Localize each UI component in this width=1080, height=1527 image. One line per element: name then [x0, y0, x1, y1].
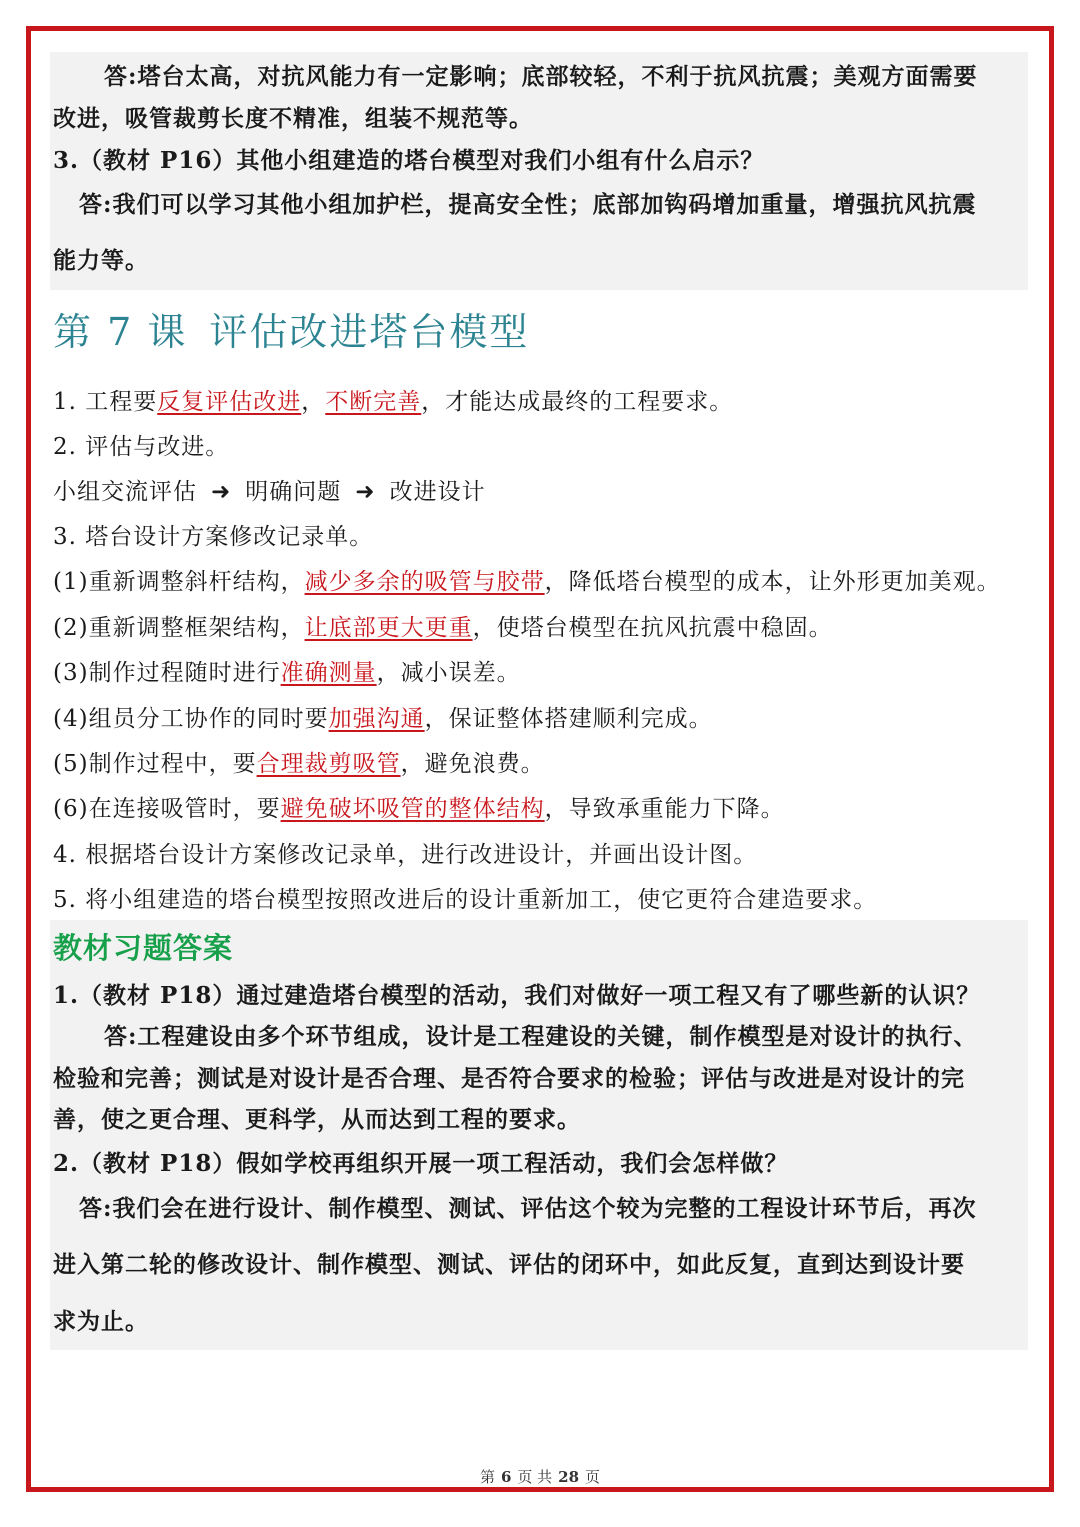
sub-item-4-text-end: ，保证整体搭建顺利完成。 [424, 706, 713, 732]
sub-item-1-text: (1)重新调整斜杆结构， [53, 569, 305, 595]
top-answer-3-line-2: 能力等。 [53, 247, 149, 274]
top-answer-3-line-1: 答:我们可以学习其他小组加护栏，提高安全性；底部加钩码增加重量，增强抗风抗震 [79, 191, 977, 218]
lesson-title [53, 309, 529, 355]
answer-2-line-2: 进入第二轮的修改设计、制作模型、测试、评估的闭环中，如此反复，直到达到设计要 [53, 1251, 965, 1278]
sub-item-5-keyword: 合理裁剪吸管 [256, 751, 401, 777]
answer-question-2: 2.（教材 P18）假如学校再组织开展一项工程活动，我们会怎样做？ [53, 1150, 789, 1177]
item-2: 2. 评估与改进。 [53, 434, 230, 460]
footer-prefix: 第 [479, 1468, 495, 1486]
sub-item-5 [53, 749, 545, 779]
flow-chart [53, 477, 486, 507]
top-answer-1-line-1: 答:塔台太高，对抗风能力有一定影响；底部较轻，不利于抗风抗震；美观方面需要 [104, 63, 978, 90]
item-1-keyword-1: 反复评估改进 [157, 389, 302, 415]
sub-item-5-text-end: ，避免浪费。 [400, 751, 545, 777]
sub-item-4-keyword: 加强沟通 [328, 706, 425, 732]
sub-item-2 [53, 613, 833, 643]
flow-step-2: 明确问题 [245, 479, 342, 505]
answer-1-line-3: 善，使之更合理、更科学，从而达到工程的要求。 [53, 1106, 581, 1133]
footer-middle: 页 共 [517, 1468, 553, 1486]
answer-question-1: 1.（教材 P18）通过建造塔台模型的活动，我们对做好一项工程又有了哪些新的认识？ [53, 982, 981, 1009]
answer-1-line-1: 答:工程建设由多个环节组成，设计是工程建设的关键，制作模型是对设计的执行、 [104, 1023, 978, 1050]
sub-item-4 [53, 704, 713, 734]
lesson-name: 评估改进塔台模型 [209, 310, 530, 354]
item-1-keyword-2: 不断完善 [325, 389, 422, 415]
top-question-3: 3.（教材 P16）其他小组建造的塔台模型对我们小组有什么启示？ [53, 147, 765, 174]
item-1-text-end: ，才能达成最终的工程要求。 [421, 389, 734, 415]
sub-item-2-text-end: ，使塔台模型在抗风抗震中稳固。 [472, 615, 833, 641]
flow-step-3: 改进设计 [389, 479, 486, 505]
answer-2-line-3: 求为止。 [53, 1308, 149, 1335]
arrow-right-icon: ➜ [211, 479, 232, 505]
sub-item-3-text-end: ，减小误差。 [376, 660, 521, 686]
footer-suffix: 页 [585, 1468, 601, 1486]
total-pages: 28 [558, 1468, 580, 1486]
item-4: 4. 根据塔台设计方案修改记录单，进行改进设计，并画出设计图。 [53, 842, 758, 868]
sub-item-3-text: (3)制作过程随时进行 [53, 660, 281, 686]
item-1 [53, 387, 733, 417]
answer-1-line-2: 检验和完善；测试是对设计是否合理、是否符合要求的检验；评估与改进是对设计的完 [53, 1065, 965, 1092]
sub-item-1-keyword: 减少多余的吸管与胶带 [304, 569, 545, 595]
sub-item-6-text: (6)在连接吸管时，要 [53, 796, 281, 822]
item-5: 5. 将小组建造的塔台模型按照改进后的设计重新加工，使它更符合建造要求。 [53, 887, 878, 913]
sub-item-2-keyword: 让底部更大更重 [304, 615, 473, 641]
sub-item-1-text-end: ，降低塔台模型的成本，让外形更加美观。 [544, 569, 1001, 595]
sub-item-1 [53, 567, 1001, 597]
sub-item-3 [53, 658, 521, 688]
item-1-text: 1. 工程要 [53, 389, 158, 415]
answers-heading: 教材习题答案 [53, 931, 234, 965]
sub-item-6 [53, 794, 785, 824]
flow-step-1: 小组交流评估 [53, 479, 197, 505]
sub-item-6-text-end: ，导致承重能力下降。 [544, 796, 785, 822]
sub-item-5-text: (5)制作过程中，要 [53, 751, 257, 777]
item-3: 3. 塔台设计方案修改记录单。 [53, 524, 374, 550]
top-answer-1-line-2: 改进，吸管裁剪长度不精准，组装不规范等。 [53, 105, 533, 132]
sub-item-3-keyword: 准确测量 [280, 660, 377, 686]
lesson-number: 第 7 课 [53, 310, 188, 354]
arrow-right-icon: ➜ [355, 479, 376, 505]
item-1-separator: ， [301, 389, 326, 415]
answer-2-line-1: 答:我们会在进行设计、制作模型、测试、评估这个较为完整的工程设计环节后，再次 [79, 1195, 977, 1222]
sub-item-6-keyword: 避免破坏吸管的整体结构 [280, 796, 545, 822]
sub-item-2-text: (2)重新调整框架结构， [53, 615, 305, 641]
page-number: 6 [500, 1468, 512, 1486]
sub-item-4-text: (4)组员分工协作的同时要 [53, 706, 329, 732]
page-footer [0, 1466, 1080, 1487]
